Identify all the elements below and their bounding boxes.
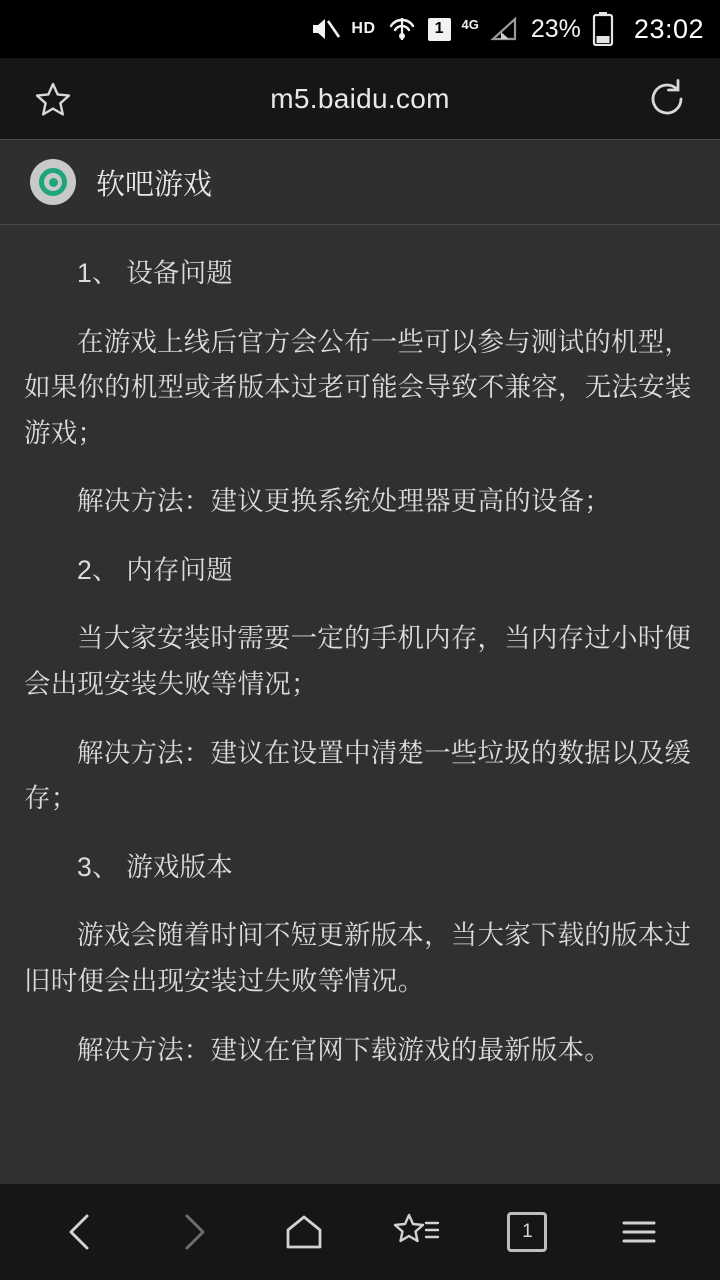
article-paragraph: 3、 游戏版本 [77,851,234,882]
star-list-icon[interactable] [379,1195,453,1269]
mute-icon [310,15,340,43]
browser-url-bar [0,58,720,139]
article-paragraph: 2、 内存问题 [77,554,234,585]
signal-bars-icon [487,16,517,42]
article-paragraph: 解决方法：建议在官网下载游戏的最新版本。 [77,1034,611,1065]
wifi-icon [387,16,417,42]
article-paragraph: 游戏会随着时间不短更新版本，当大家下载的版本过旧时便会出现安装过失败等情况。 [24,920,692,996]
article-content [0,225,720,1184]
battery-icon [592,12,614,46]
tab-count-label: 1 [507,1212,547,1252]
article-paragraph: 当大家安装时需要一定的手机内存，当内存过小时便会出现安装失败等情况； [24,623,692,700]
article-paragraph: 在游戏上线后官方会公布一些可以参与测试的机型，如果你的机型或者版本过老可能会导致不兼容，无法安装游戏； [24,326,692,448]
site-header[interactable] [0,139,720,225]
site-logo-icon [30,159,76,205]
chevron-right-icon[interactable] [156,1195,230,1269]
battery-percent-label: 23% [530,14,581,43]
chevron-left-icon[interactable] [44,1195,118,1269]
status-clock: 23:02 [633,13,704,44]
browser-bottom-nav [0,1184,720,1280]
article-paragraph: 1、 设备问题 [77,258,234,288]
site-name-label: 软吧游戏 [96,168,213,201]
url-text[interactable]: m5.baidu.com [270,82,450,114]
hd-icon: HD [351,20,376,37]
status-icons [310,12,704,46]
network-type-label: 4G [461,16,479,32]
home-icon[interactable] [267,1195,341,1269]
status-bar [0,0,720,58]
menu-icon[interactable] [602,1195,676,1269]
star-outline-icon[interactable] [26,72,80,126]
reload-icon[interactable] [640,72,694,126]
article-paragraph: 解决方法：建议更换系统处理器更高的设备； [77,486,611,517]
tab-switcher-button[interactable] [490,1195,564,1269]
article-paragraph: 解决方法：建议在设置中清楚一些垃圾的数据以及缓存； [24,737,692,814]
sim-card-icon: 1 [428,18,451,41]
